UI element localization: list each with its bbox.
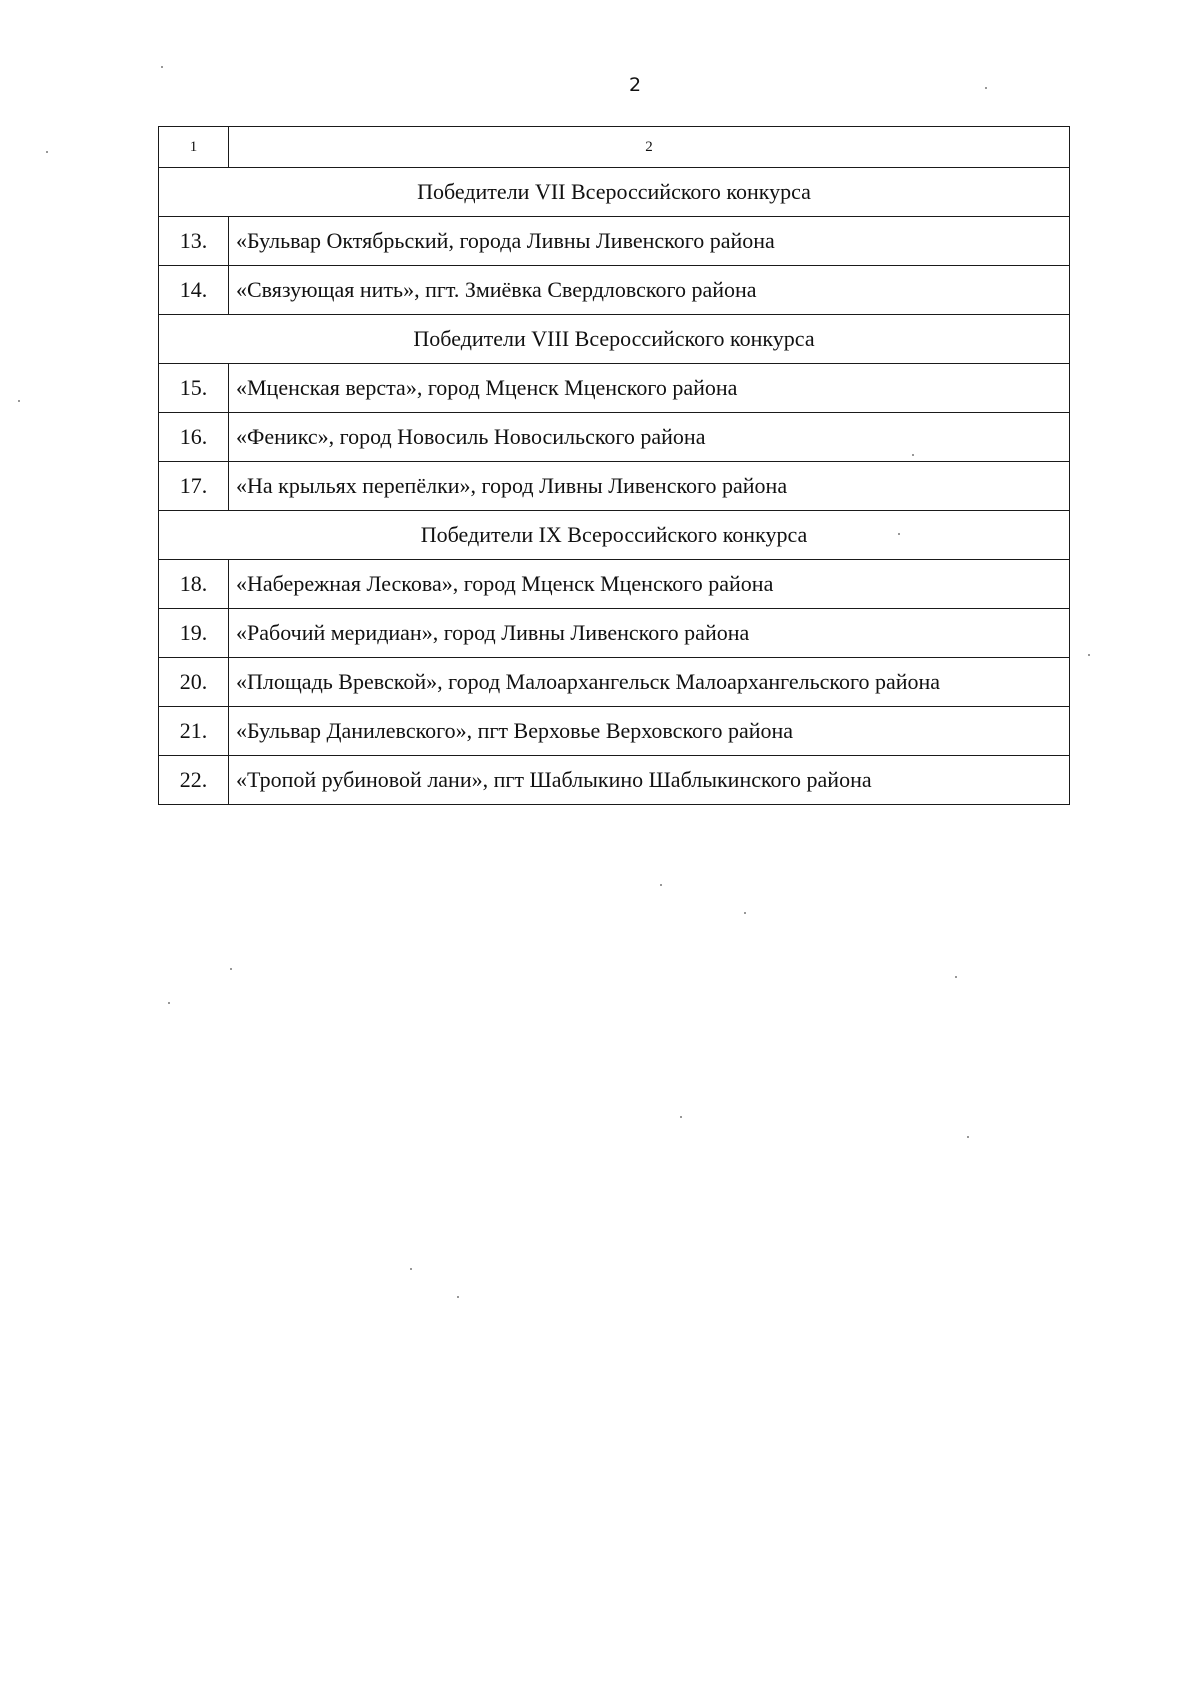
row-text: «Рабочий меридиан», город Ливны Ливенского района (229, 609, 1070, 658)
winners-table (158, 126, 1070, 805)
row-number: 18. (159, 560, 229, 609)
row-text: «Бульвар Данилевского», пгт Верховье Верховского района (229, 707, 1070, 756)
section-heading-row (159, 511, 1070, 560)
header-cell-2: 2 (229, 127, 1070, 168)
row-number: 14. (159, 266, 229, 315)
row-text: «Бульвар Октябрьский, города Ливны Ливенского района (229, 217, 1070, 266)
row-number: 17. (159, 462, 229, 511)
scan-speck (46, 151, 48, 153)
row-number: 19. (159, 609, 229, 658)
scan-speck (744, 912, 746, 914)
row-number: 20. (159, 658, 229, 707)
row-text: «Набережная Лескова», город Мценск Мценского района (229, 560, 1070, 609)
table-header-row (159, 127, 1070, 168)
scan-speck (168, 1002, 170, 1004)
row-number: 22. (159, 756, 229, 805)
table-row (159, 413, 1070, 462)
scan-speck (660, 884, 662, 886)
scan-speck (680, 1116, 682, 1118)
section-heading: Победители VIII Всероссийского конкурса (159, 315, 1070, 364)
scan-speck (1088, 654, 1090, 656)
page-number: 2 (628, 74, 642, 96)
row-text: «Площадь Вревской», город Малоархангельск Малоархангельского района (229, 658, 1070, 707)
scan-speck (161, 66, 163, 68)
scan-speck (967, 1136, 969, 1138)
table-row (159, 658, 1070, 707)
row-text: «На крыльях перепёлки», город Ливны Ливенского района (229, 462, 1070, 511)
row-number: 15. (159, 364, 229, 413)
table-row (159, 217, 1070, 266)
row-number: 21. (159, 707, 229, 756)
table-row (159, 364, 1070, 413)
table-row (159, 266, 1070, 315)
table-row (159, 560, 1070, 609)
winners-table-body (159, 127, 1070, 805)
scan-speck (18, 400, 20, 402)
scan-speck (955, 976, 957, 978)
header-cell-1: 1 (159, 127, 229, 168)
section-heading-row (159, 168, 1070, 217)
scan-speck (912, 454, 914, 456)
row-number: 16. (159, 413, 229, 462)
table-row (159, 609, 1070, 658)
section-heading: Победители IX Всероссийского конкурса (159, 511, 1070, 560)
row-number: 13. (159, 217, 229, 266)
scan-speck (985, 87, 987, 89)
table-row (159, 707, 1070, 756)
section-heading: Победители VII Всероссийского конкурса (159, 168, 1070, 217)
table-row (159, 462, 1070, 511)
scan-speck (230, 968, 232, 970)
row-text: «Связующая нить», пгт. Змиёвка Свердловского района (229, 266, 1070, 315)
row-text: «Тропой рубиновой лани», пгт Шаблыкино Шаблыкинского района (229, 756, 1070, 805)
scan-speck (410, 1268, 412, 1270)
table-row (159, 756, 1070, 805)
section-heading-row (159, 315, 1070, 364)
row-text: «Мценская верста», город Мценск Мценского района (229, 364, 1070, 413)
scan-speck (457, 1296, 459, 1298)
scan-speck (898, 533, 900, 535)
row-text: «Феникс», город Новосиль Новосильского района (229, 413, 1070, 462)
